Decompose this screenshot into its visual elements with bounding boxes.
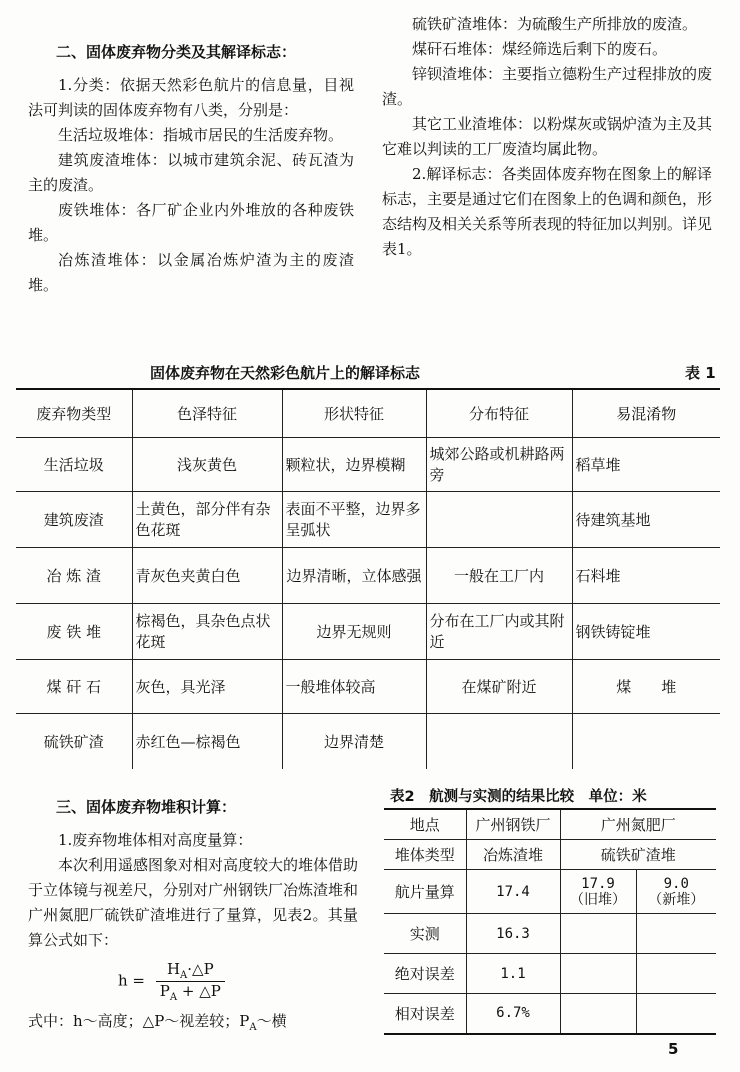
right-column — [382, 12, 712, 262]
paragraph: 其它工业渣堆体：以粉煤灰或锅炉渣为主及其它难以判读的工厂废渣均属此物。 — [382, 115, 713, 158]
table-cell: 9.0 （新堆） — [636, 870, 716, 914]
left-column — [28, 40, 354, 298]
table-cell: 土黄色，部分伴有杂色花斑 — [132, 491, 282, 547]
table-cell: 实测 — [384, 914, 466, 954]
table-cell: 硫铁矿渣 — [16, 713, 132, 769]
table-cell: 一般在工厂内 — [426, 547, 572, 603]
table-cell: 17.9 （旧堆） — [560, 870, 636, 914]
formula-denominator: $P_A$ + △P — [159, 982, 221, 1003]
section-3-heading: 三、固体废弃物堆积计算： — [56, 798, 237, 816]
table-cell — [560, 954, 636, 994]
table-cell: 棕褐色，具杂色点状花斑 — [132, 603, 282, 659]
table-cell: 颗粒状，边界模糊 — [282, 437, 426, 491]
table-cell: 地点 — [384, 809, 466, 840]
table-cell: 相对误差 — [384, 994, 466, 1034]
table-row — [384, 954, 716, 994]
table-cell — [636, 954, 716, 994]
table-row — [384, 840, 716, 870]
table-row — [384, 914, 716, 954]
table-cell — [560, 914, 636, 954]
table-row — [16, 547, 720, 603]
paragraph: 建筑废渣堆体：以城市建筑余泥、砖瓦渣为主的废渣。 — [28, 151, 354, 194]
table-cell: 在煤矿附近 — [426, 659, 572, 713]
paragraph: 废铁堆体：各厂矿企业内外堆放的各种废铁堆。 — [28, 201, 354, 244]
table-header-row — [16, 389, 720, 437]
table-cell: 浅灰黄色 — [132, 437, 282, 491]
paragraph: 煤矸石堆体：煤经筛选后剩下的废石。 — [412, 40, 668, 58]
section-2-heading: 二、固体废弃物分类及其解译标志： — [56, 43, 297, 61]
table-cell: 赤红色—棕褐色 — [132, 713, 282, 769]
paragraph: 锌钡渣堆体：主要指立德粉生产过程排放的废渣。 — [382, 65, 713, 108]
table-cell: 青灰色夹黄白色 — [132, 547, 282, 603]
paragraph: 2.解译标志：各类固体废弃物在图象上的解译标志，主要是通过它们在图象上的色调和颜色，形态结构及相关关系等所表现的特征加以判别。详见表1。 — [382, 165, 713, 258]
table-cell — [426, 713, 572, 769]
table-cell: 废 铁 堆 — [16, 603, 132, 659]
table-cell: 石料堆 — [572, 547, 720, 603]
table-2-title: 表2 航测与实测的结果比较 单位：米 — [390, 789, 647, 805]
paragraph: 硫铁矿渣堆体：为硫酸生产所排放的废渣。 — [412, 15, 698, 33]
table-cell: 分布在工厂内或其附近 — [426, 603, 572, 659]
table-cell: 冶 炼 渣 — [16, 547, 132, 603]
table-cell: 建筑废渣 — [16, 491, 132, 547]
height-formula — [118, 960, 225, 1003]
table-row — [384, 870, 716, 914]
table-cell — [636, 914, 716, 954]
section-3 — [28, 795, 358, 953]
table-cell: 边界清楚 — [282, 713, 426, 769]
table-cell: 一般堆体较高 — [282, 659, 426, 713]
table-2 — [384, 808, 716, 1035]
table-1 — [16, 388, 720, 769]
table-cell: 冶炼渣堆 — [466, 840, 560, 870]
paragraph: 冶炼渣堆体：以金属冶炼炉渣为主的废渣堆。 — [28, 251, 354, 294]
formula-lhs: h = — [118, 971, 145, 990]
column-header: 形状特征 — [282, 389, 426, 437]
paragraph: 1.废弃物堆体相对高度量算： — [58, 831, 253, 849]
table-cell — [636, 994, 716, 1034]
table-cell: 边界清晰，立体感强 — [282, 547, 426, 603]
table-row — [16, 713, 720, 769]
table-cell: 广州氮肥厂 — [560, 809, 716, 840]
table-cell — [560, 994, 636, 1034]
page-number: 5 — [668, 1040, 679, 1058]
formula-fraction — [156, 960, 225, 1003]
column-header: 分布特征 — [426, 389, 572, 437]
table-cell: 堆体类型 — [384, 840, 466, 870]
table-cell: 16.3 — [466, 914, 560, 954]
table-row — [16, 603, 720, 659]
table-cell: 硫铁矿渣堆 — [560, 840, 716, 870]
table-cell: 表面不平整，边界多呈弧状 — [282, 491, 426, 547]
table-cell — [572, 713, 720, 769]
table-cell: 生活垃圾 — [16, 437, 132, 491]
table-1-title: 固体废弃物在天然彩色航片上的解译标志 — [150, 364, 421, 382]
column-header: 色泽特征 — [132, 389, 282, 437]
table-cell: 广州钢铁厂 — [466, 809, 560, 840]
table-1-number: 表 1 — [685, 364, 716, 382]
column-header: 易混淆物 — [572, 389, 720, 437]
formula-numerator: $H_A\cdot\triangle P$ — [156, 960, 225, 982]
table-cell: 待建筑基地 — [572, 491, 720, 547]
table-row — [384, 809, 716, 840]
table-row — [16, 491, 720, 547]
table-row — [16, 659, 720, 713]
table-cell: 城郊公路或机耕路两旁 — [426, 437, 572, 491]
table-cell: 航片量算 — [384, 870, 466, 914]
table-cell — [426, 491, 572, 547]
paragraph: 生活垃圾堆体：指城市居民的生活废弃物。 — [58, 126, 344, 144]
table-cell: 17.4 — [466, 870, 560, 914]
table-cell: 煤 矸 石 — [16, 659, 132, 713]
table-cell: 灰色，具光泽 — [132, 659, 282, 713]
table-cell: 边界无规则 — [282, 603, 426, 659]
paragraph: 1.分类：依据天然彩色航片的信息量，目视法可判读的固体废弃物有八类，分别是： — [28, 76, 354, 119]
table-cell: 钢铁铸锭堆 — [572, 603, 720, 659]
table-cell: 1.1 — [466, 954, 560, 994]
table-row — [16, 437, 720, 491]
formula-legend: 式中：h～高度；△P～视差较；$P_A\sim$横 — [28, 1012, 287, 1033]
table-row — [384, 994, 716, 1034]
table-cell: 煤 堆 — [572, 659, 720, 713]
table-cell: 稻草堆 — [572, 437, 720, 491]
paragraph: 本次利用遥感图象对相对高度较大的堆体借助于立体镜与视差尺，分别对广州钢铁厂冶炼渣堆和广州氮肥厂硫铁矿渣堆进行了量算，见表2。其量算公式如下： — [28, 856, 359, 949]
table-cell: 6.7% — [466, 994, 560, 1034]
column-header: 废弃物类型 — [16, 389, 132, 437]
table-cell: 绝对误差 — [384, 954, 466, 994]
